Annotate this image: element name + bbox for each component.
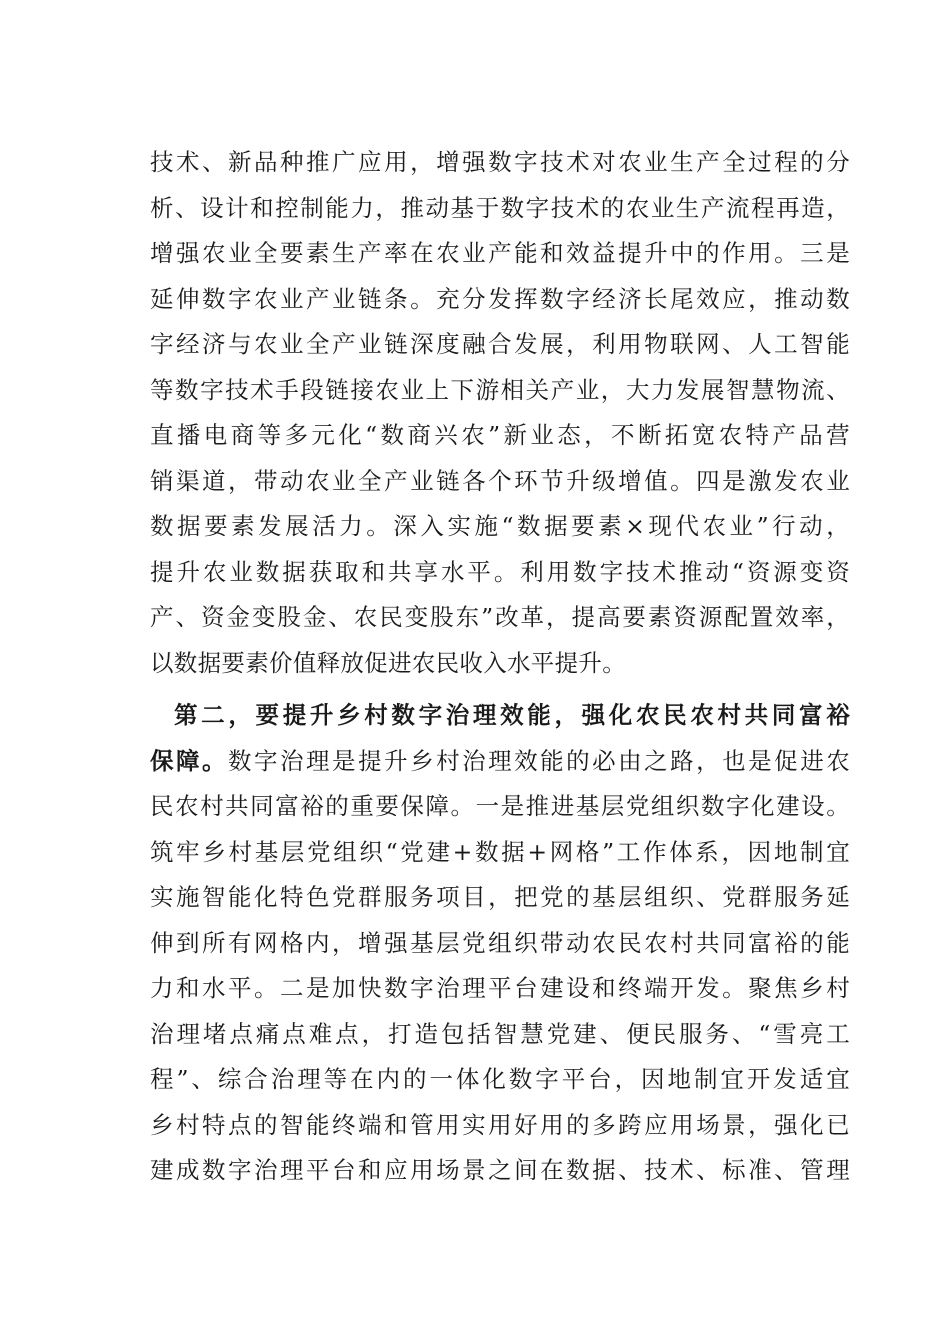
paragraph-2	[150, 693, 850, 1194]
section-heading-end: 保障。	[150, 746, 229, 775]
text-line: 产、资金变股金、农民变股东”改革，提高要素资源配置效率，	[150, 603, 850, 631]
text-line: 延伸数字农业产业链条。充分发挥数字经济长尾效应，推动数	[150, 284, 850, 313]
text-line: 以数据要素价值释放促进农民收入水平提升。	[150, 648, 626, 677]
text-line: 等数字技术手段链接农业上下游相关产业，大力发展智慧物流、	[150, 375, 850, 404]
text-run: 数字治理是提升乡村治理效能的必由之路，也是促进农	[228, 746, 850, 775]
text-line: 实施智能化特色党群服务项目，把党的基层组织、党群服务延	[150, 883, 850, 911]
text-line: 建成数字治理平台和应用场景之间在数据、技术、标准、管理	[150, 1156, 850, 1184]
text-line: 民农村共同富裕的重要保障。一是推进基层党组织数字化建设。	[150, 792, 850, 820]
text-line: 析、设计和控制能力，推动基于数字技术的农业生产流程再造，	[150, 193, 850, 222]
text-line: 提升农业数据获取和共享水平。利用数字技术推动“资源变资	[150, 557, 850, 586]
document-body	[150, 140, 850, 1194]
text-line: 治理堵点痛点难点，打造包括智慧党建、便民服务、“雪亮工	[150, 1019, 850, 1048]
text-line: 程”、综合治理等在内的一体化数字平台，因地制宜开发适宜	[150, 1065, 850, 1093]
text-line: 销渠道，带动农业全产业链各个环节升级增值。四是激发农业	[150, 466, 850, 495]
text-line: 力和水平。二是加快数字治理平台建设和终端开发。聚焦乡村	[150, 974, 850, 1002]
text-line: 数据要素发展活力。深入实施“数据要素×现代农业”行动，	[150, 512, 850, 540]
text-line: 伸到所有网格内，增强基层党组织带动农民农村共同富裕的能	[150, 928, 850, 957]
text-line: 字经济与农业全产业链深度融合发展，利用物联网、人工智能	[150, 330, 850, 358]
text-line: 乡村特点的智能终端和管用实用好用的多跨应用场景，强化已	[150, 1110, 850, 1139]
text-line: 直播电商等多元化“数商兴农”新业态，不断拓宽农特产品营	[150, 421, 850, 449]
paragraph-1	[150, 140, 850, 686]
text-line: 增强农业全要素生产率在农业产能和效益提升中的作用。三是	[150, 239, 850, 267]
text-line: 技术、新品种推广应用，增强数字技术对农业生产全过程的分	[150, 148, 850, 176]
section-heading-line: 第二，要提升乡村数字治理效能，强化农民农村共同富裕	[174, 701, 850, 729]
text-line: 筑牢乡村基层党组织“党建+数据+网格”工作体系，因地制宜	[150, 837, 850, 866]
text-line	[150, 739, 850, 785]
